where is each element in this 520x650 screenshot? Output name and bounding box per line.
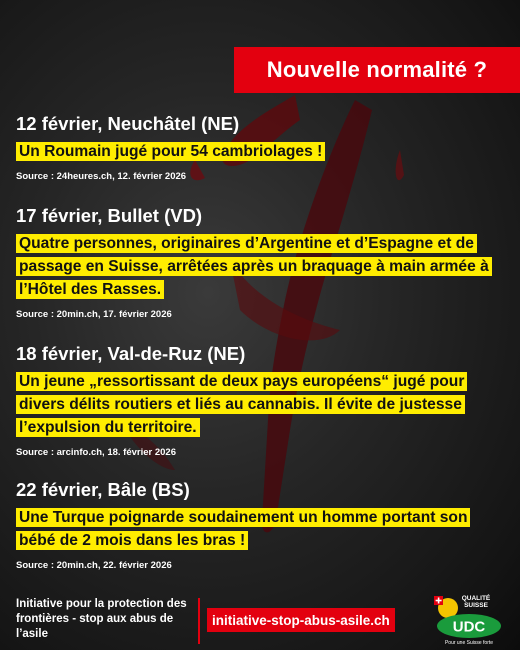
news-item-text: Quatre personnes, originaires d’Argentine et d’Espagne et de passage en Suisse, arrêtées après un braquage à main armée à l’Hôtel des Rasses.	[16, 234, 492, 299]
news-item-heading: 17 février, Bullet (VD)	[16, 205, 203, 226]
news-item-source: Source : arcinfo.ch, 18. février 2026	[16, 447, 176, 458]
footer-divider	[198, 598, 200, 644]
news-item-source: Source : 20min.ch, 17. février 2026	[16, 309, 172, 320]
news-item	[16, 205, 506, 320]
news-item	[16, 343, 506, 458]
news-item-source: Source : 24heures.ch, 12. février 2026	[16, 171, 187, 182]
title-banner	[234, 47, 520, 93]
svg-text:SUISSE: SUISSE	[464, 602, 488, 609]
svg-text:Pour une Suisse forte: Pour une Suisse forte	[444, 640, 494, 646]
news-item-text: Une Turque poignarde soudainement un homme portant son bébé de 2 mois dans les bras !	[16, 508, 470, 550]
news-item-source: Source : 20min.ch, 22. février 2026	[16, 560, 172, 571]
news-item-heading: 18 février, Val-de-Ruz (NE)	[16, 343, 246, 364]
initiative-url-link[interactable]: initiative-stop-abus-asile.ch	[207, 608, 395, 632]
svg-text:UDC: UDC	[452, 618, 486, 636]
news-item	[16, 113, 506, 182]
news-item-heading: 22 février, Bâle (BS)	[16, 479, 190, 500]
svg-text:QUALITÉ: QUALITÉ	[461, 595, 491, 602]
news-item	[16, 479, 506, 571]
initiative-name: Initiative pour la protection des frontières - stop aux abus de l’asile	[16, 598, 187, 640]
page-title: Nouvelle normalité ?	[266, 57, 488, 82]
udc-logo	[424, 588, 514, 646]
news-item-text: Un jeune „ressortissant de deux pays européens“ jugé pour divers délits routiers et liés au cannabis. Il évite de justesse l’expulsion du territoire.	[16, 372, 467, 437]
news-item-text: Un Roumain jugé pour 54 cambriolages !	[16, 142, 325, 161]
news-item-heading: 12 février, Neuchâtel (NE)	[16, 113, 240, 134]
